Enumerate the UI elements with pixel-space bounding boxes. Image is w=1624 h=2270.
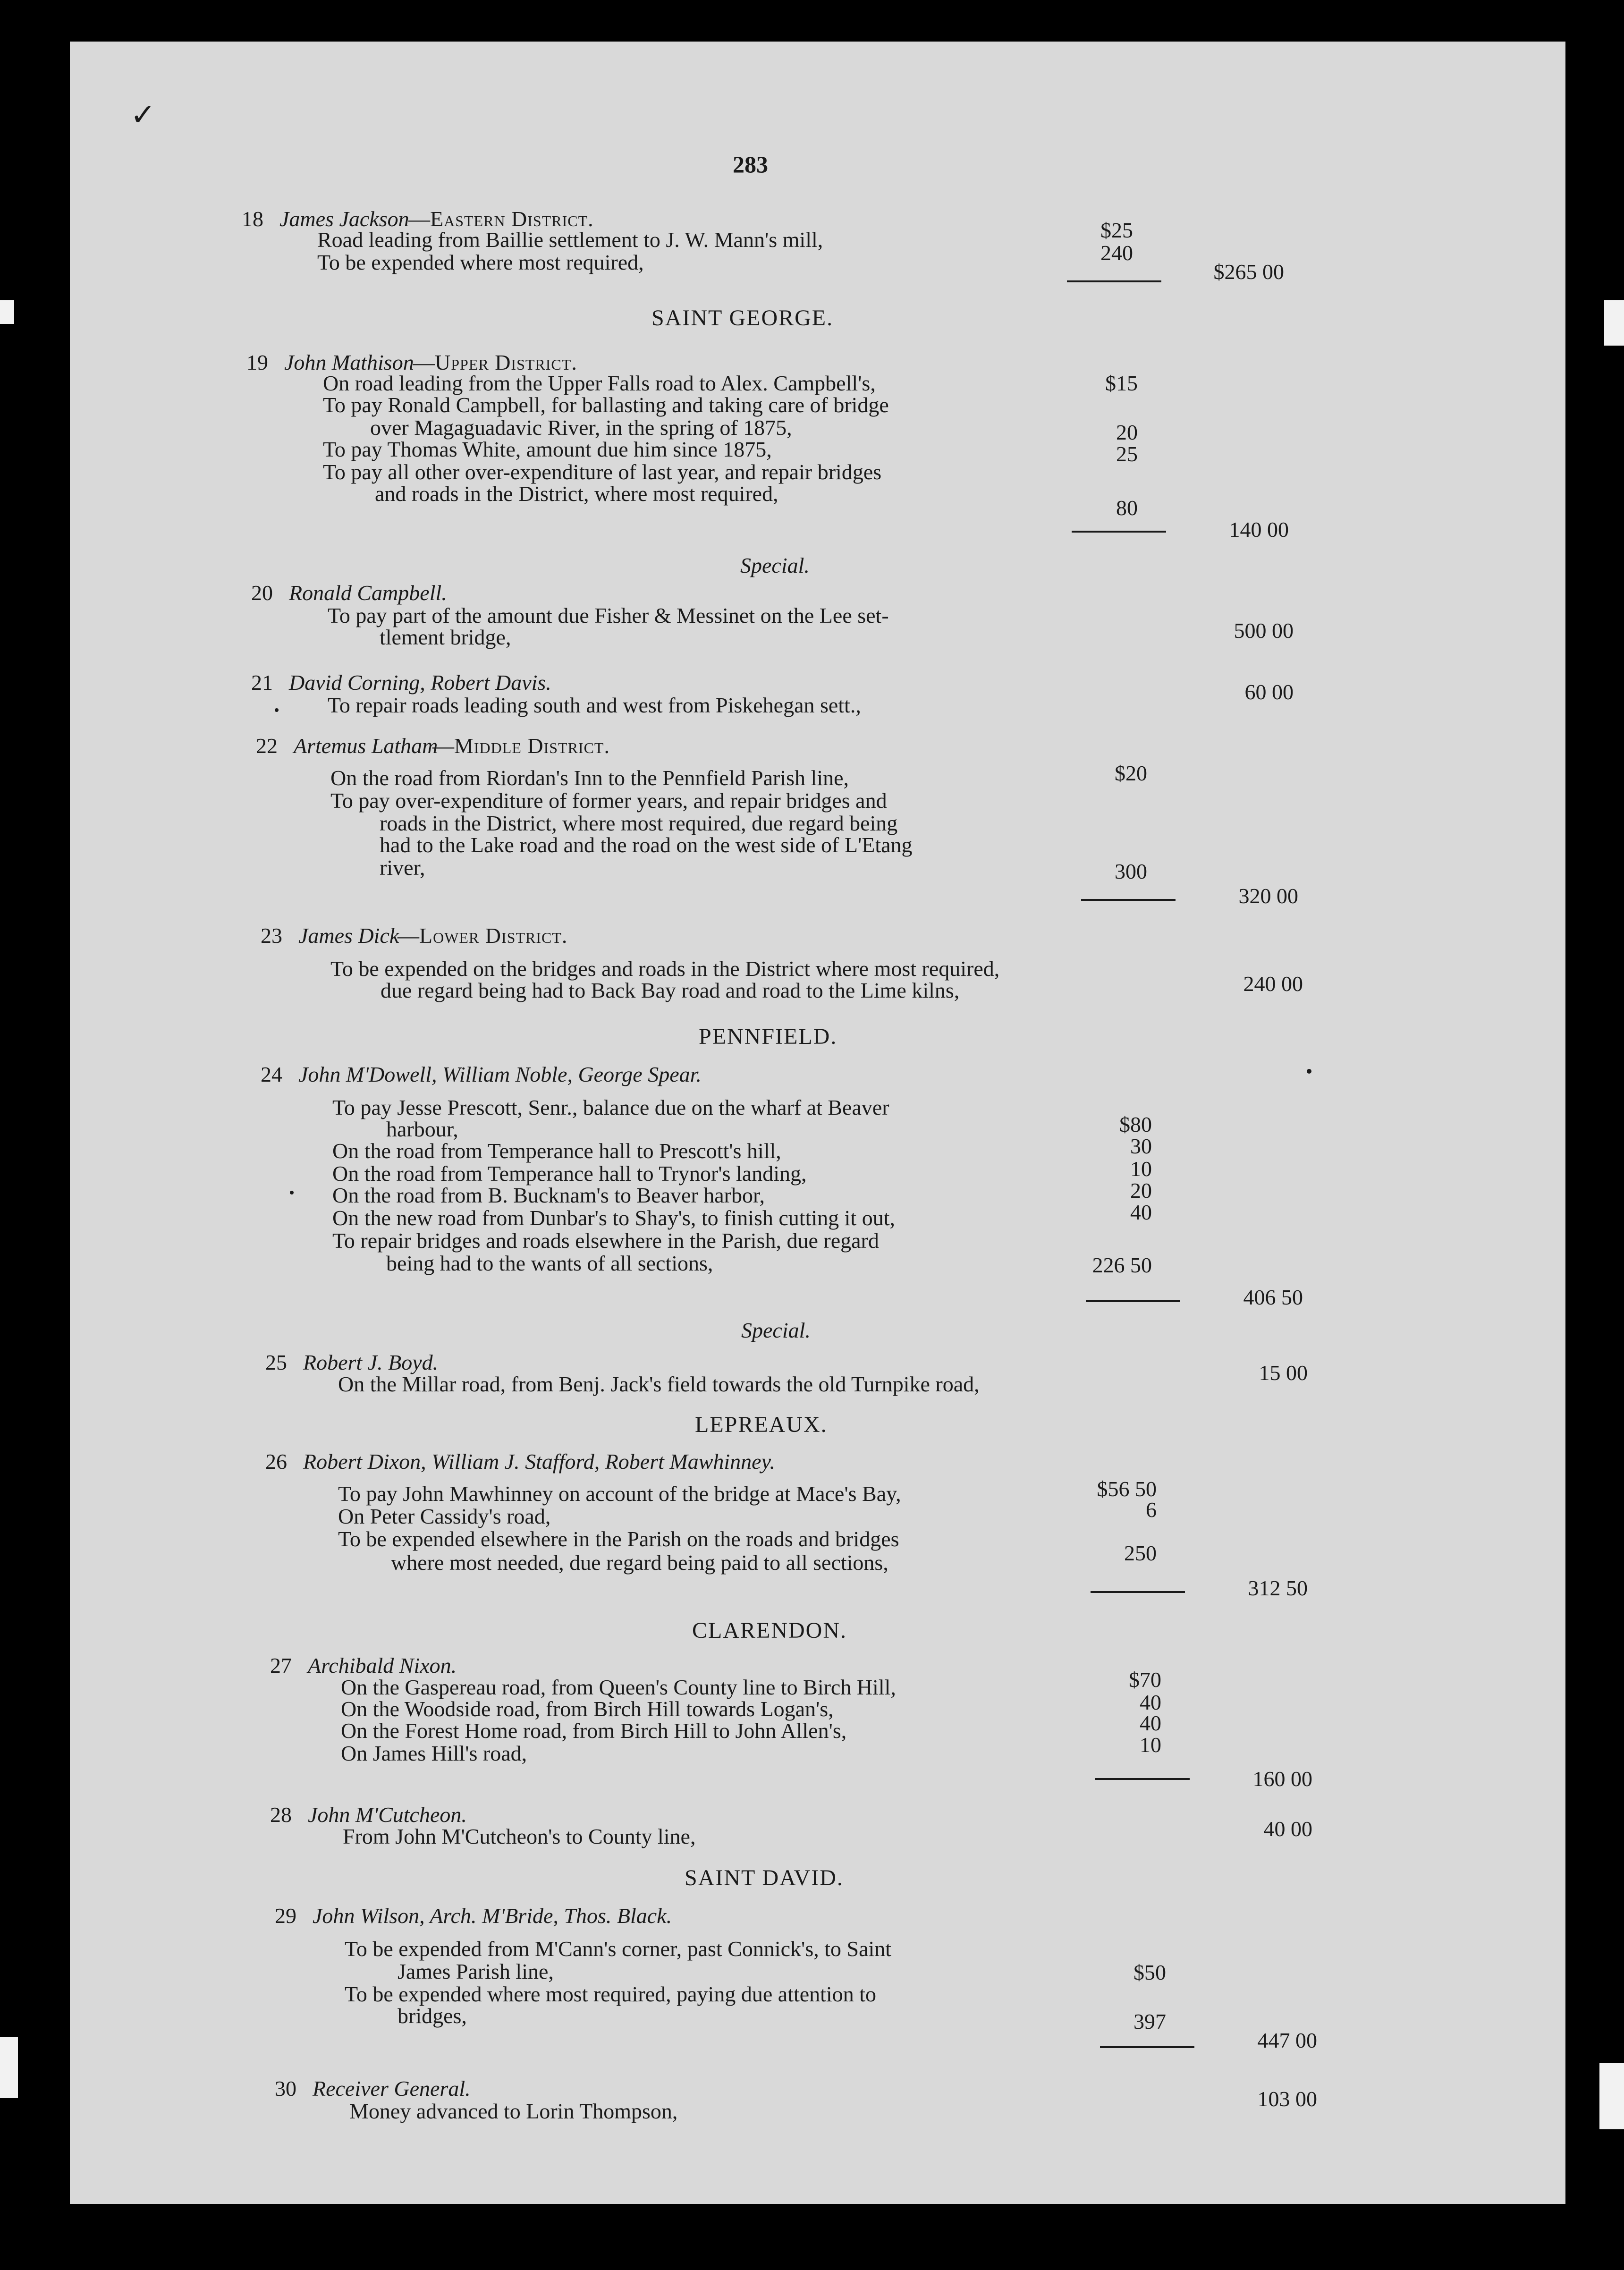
entry-total: $265 00 bbox=[1213, 260, 1284, 284]
entry-total: 500 00 bbox=[1234, 618, 1294, 643]
entry-line: river, bbox=[380, 855, 425, 880]
entry-total: 140 00 bbox=[1229, 517, 1289, 542]
special-label: Special. bbox=[741, 1318, 811, 1342]
item-amount: 40 bbox=[1140, 1711, 1161, 1735]
entry-line: roads in the District, where most required, due regard being bbox=[380, 811, 898, 835]
item-amount: 30 bbox=[1130, 1134, 1152, 1158]
ink-speck bbox=[275, 708, 279, 712]
entry-dash: — bbox=[408, 207, 430, 231]
entry-number: 28 bbox=[270, 1803, 292, 1827]
ink-speck bbox=[290, 1191, 294, 1194]
scan-edge-mark bbox=[1599, 2063, 1624, 2129]
entry-line: On the Forest Home road, from Birch Hill to John Allen's, bbox=[341, 1719, 847, 1743]
entry-line: had to the Lake road and the road on the west side of L'Etang bbox=[380, 833, 913, 857]
entry-total: 240 00 bbox=[1243, 972, 1303, 996]
entry-line: To pay Jesse Prescott, Senr., balance due on the wharf at Beaver bbox=[332, 1095, 889, 1119]
entry-number: 26 bbox=[265, 1449, 287, 1474]
page-number: 283 bbox=[733, 151, 768, 178]
entry-number: 21 bbox=[251, 670, 273, 695]
entry-line: On Peter Cassidy's road, bbox=[338, 1504, 551, 1528]
item-amount: $56 50 bbox=[1097, 1477, 1157, 1501]
entry-name: James Jackson bbox=[279, 207, 409, 231]
parish-heading: CLARENDON. bbox=[692, 1618, 847, 1643]
item-amount: 226 50 bbox=[1092, 1253, 1152, 1277]
item-amount: 240 bbox=[1100, 241, 1133, 265]
entry-total: 15 00 bbox=[1259, 1361, 1308, 1385]
item-amount: 10 bbox=[1140, 1733, 1161, 1757]
district-label: Upper District. bbox=[435, 350, 577, 374]
district-label: Eastern District. bbox=[430, 207, 594, 231]
parish-heading: PENNFIELD. bbox=[699, 1024, 837, 1049]
entry-line: To pay Ronald Campbell, for ballasting and taking care of bridge bbox=[323, 393, 889, 417]
item-amount: 300 bbox=[1115, 859, 1147, 883]
entry-line: To be expended from M'Cann's corner, past Connick's, to Saint bbox=[345, 1937, 892, 1961]
item-amount: 397 bbox=[1133, 2009, 1166, 2033]
entry-line: Road leading from Baillie settlement to J. W. Mann's mill, bbox=[317, 228, 823, 252]
entry-total: 40 00 bbox=[1263, 1817, 1312, 1841]
item-amount: 250 bbox=[1124, 1541, 1157, 1565]
entry-name: James Dick bbox=[298, 923, 399, 948]
entry-line: On the Gaspereau road, from Queen's County line to Birch Hill, bbox=[341, 1675, 896, 1699]
entry-dash: — bbox=[398, 923, 419, 948]
item-amount: 10 bbox=[1130, 1157, 1152, 1181]
entry-line: To be expended elsewhere in the Parish on the roads and bridges bbox=[338, 1527, 899, 1551]
entry-name: Robert J. Boyd. bbox=[303, 1350, 439, 1374]
entry-line: On the road from B. Bucknam's to Beaver harbor, bbox=[332, 1183, 765, 1207]
entry-number: 24 bbox=[261, 1062, 282, 1086]
entry-line: To be expended on the bridges and roads in the District where most required, bbox=[330, 957, 1000, 981]
entry-number: 27 bbox=[270, 1653, 292, 1677]
entry-line: On the Woodside road, from Birch Hill towards Logan's, bbox=[341, 1697, 834, 1721]
entry-total: 60 00 bbox=[1244, 680, 1294, 704]
entry-line: On the road from Temperance hall to Prescott's hill, bbox=[332, 1139, 781, 1163]
item-amount: 40 bbox=[1130, 1200, 1152, 1224]
entry-line: To pay John Mawhinney on account of the bridge at Mace's Bay, bbox=[338, 1482, 901, 1506]
entry-total: 406 50 bbox=[1243, 1285, 1303, 1309]
entry-line: On the new road from Dunbar's to Shay's, to finish cutting it out, bbox=[332, 1206, 895, 1230]
entry-name: Receiver General. bbox=[313, 2076, 471, 2101]
entry-dash: — bbox=[413, 350, 435, 374]
entry-line: To be expended where most required, bbox=[317, 250, 644, 274]
entry-name: Robert Dixon, William J. Stafford, Robert Mawhinney. bbox=[303, 1449, 775, 1474]
entry-line: being had to the wants of all sections, bbox=[386, 1251, 713, 1275]
entry-line: On James Hill's road, bbox=[341, 1741, 527, 1765]
entry-name: Archibald Nixon. bbox=[308, 1653, 457, 1677]
entry-line: To pay over-expenditure of former years, and repair bridges and bbox=[330, 788, 887, 813]
district-label: Middle District. bbox=[454, 734, 610, 758]
item-amount: 20 bbox=[1116, 420, 1138, 444]
item-amount: $50 bbox=[1133, 1960, 1166, 1984]
entry-line: On the road from Riordan's Inn to the Pennfield Parish line, bbox=[330, 766, 849, 790]
entry-line: over Magaguadavic River, in the spring of 1875, bbox=[370, 415, 792, 440]
entry-number: 22 bbox=[256, 734, 278, 758]
entry-number: 25 bbox=[265, 1350, 287, 1374]
entry-line: where most needed, due regard being paid to all sections, bbox=[391, 1550, 888, 1575]
entry-line: To pay all other over-expenditure of last year, and repair bridges bbox=[323, 460, 882, 484]
parish-heading: LEPREAUX. bbox=[695, 1412, 828, 1437]
item-amount: 40 bbox=[1140, 1690, 1161, 1714]
entry-number: 18 bbox=[242, 207, 263, 231]
item-amount: 80 bbox=[1116, 496, 1138, 520]
entry-line: To be expended where most required, paying due attention to bbox=[345, 1982, 876, 2006]
entry-line: bridges, bbox=[398, 2004, 467, 2028]
entry-name: David Corning, Robert Davis. bbox=[289, 670, 551, 695]
entry-number: 29 bbox=[275, 1904, 296, 1928]
entry-line: From John M'Cutcheon's to County line, bbox=[343, 1824, 696, 1848]
entry-line: Money advanced to Lorin Thompson, bbox=[349, 2099, 678, 2123]
entry-total: 160 00 bbox=[1252, 1767, 1312, 1791]
item-amount: $15 bbox=[1105, 371, 1138, 395]
entry-line: harbour, bbox=[386, 1117, 458, 1141]
item-amount: $25 bbox=[1100, 218, 1133, 242]
entry-line: and roads in the District, where most required, bbox=[375, 482, 778, 506]
special-label: Special. bbox=[740, 553, 810, 577]
entry-line: To pay Thomas White, amount due him since 1875, bbox=[323, 437, 772, 461]
parish-heading: SAINT GEORGE. bbox=[651, 305, 834, 330]
entry-name: John M'Cutcheon. bbox=[308, 1803, 467, 1827]
district-label: Lower District. bbox=[419, 923, 568, 948]
scan-edge-mark bbox=[1604, 300, 1624, 346]
entry-number: 23 bbox=[261, 923, 282, 948]
entry-dash: — bbox=[432, 734, 454, 758]
entry-number: 19 bbox=[246, 350, 268, 374]
item-amount: 6 bbox=[1146, 1498, 1157, 1522]
item-amount: $20 bbox=[1115, 761, 1147, 785]
margin-tick-mark: ✓ bbox=[130, 98, 156, 132]
entry-number: 30 bbox=[275, 2076, 296, 2101]
entry-line: tlement bridge, bbox=[380, 625, 511, 649]
parish-heading: SAINT DAVID. bbox=[685, 1865, 844, 1890]
item-amount: 20 bbox=[1130, 1178, 1152, 1203]
entry-name: John Mathison bbox=[284, 350, 414, 374]
entry-name: Ronald Campbell. bbox=[289, 581, 447, 605]
entry-line: To repair bridges and roads elsewhere in the Parish, due regard bbox=[332, 1228, 879, 1253]
entry-name: Artemus Latham bbox=[294, 734, 438, 758]
entry-total: 320 00 bbox=[1238, 884, 1298, 908]
scan-edge-mark bbox=[0, 300, 14, 324]
entry-line: James Parish line, bbox=[398, 1959, 554, 1983]
entry-name: John M'Dowell, William Noble, George Spear. bbox=[298, 1062, 702, 1086]
entry-total: 103 00 bbox=[1257, 2087, 1317, 2111]
scan-edge-mark bbox=[0, 2037, 18, 2098]
entry-line: To repair roads leading south and west from Piskehegan sett., bbox=[328, 693, 861, 717]
ink-speck bbox=[1307, 1069, 1311, 1074]
entry-line: due regard being had to Back Bay road and road to the Lime kilns, bbox=[381, 978, 960, 1002]
item-amount: 25 bbox=[1116, 442, 1138, 466]
item-amount: $80 bbox=[1119, 1112, 1152, 1136]
entry-name: John Wilson, Arch. M'Bride, Thos. Black. bbox=[313, 1904, 672, 1928]
entry-total: 312 50 bbox=[1248, 1576, 1308, 1600]
entry-line: On road leading from the Upper Falls road to Alex. Campbell's, bbox=[323, 371, 876, 395]
entry-total: 447 00 bbox=[1257, 2028, 1317, 2052]
entry-line: On the Millar road, from Benj. Jack's field towards the old Turnpike road, bbox=[338, 1372, 980, 1396]
item-amount: $70 bbox=[1129, 1668, 1161, 1692]
entry-number: 20 bbox=[251, 581, 273, 605]
entry-line: To pay part of the amount due Fisher & Messinet on the Lee set- bbox=[328, 603, 889, 627]
entry-line: On the road from Temperance hall to Trynor's landing, bbox=[332, 1161, 807, 1186]
